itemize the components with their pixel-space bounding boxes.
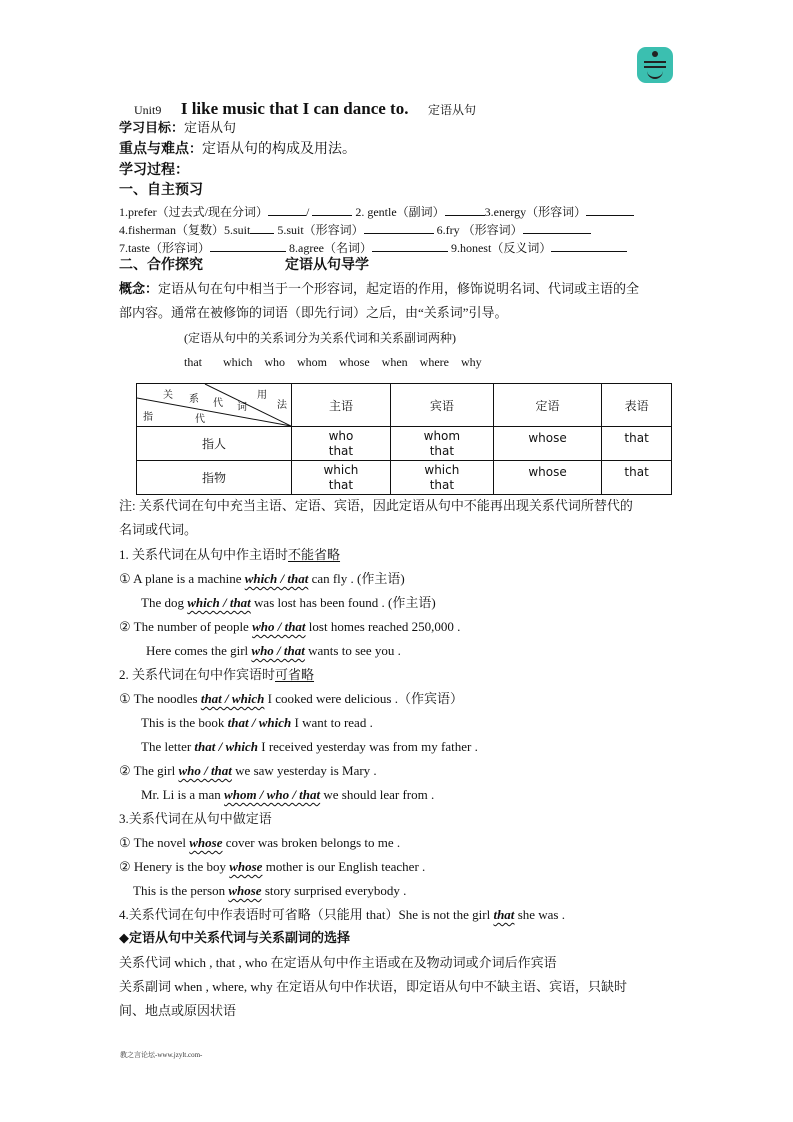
vocab-line-1: 1.prefer（过去式/现在分词） / 2. gentle（副词） 3.energy（形容词） <box>119 203 634 219</box>
page-title: Unit9 I like music that I can dance to. 定语从句 <box>134 99 476 118</box>
cell-subject-person: who that <box>292 427 391 461</box>
cell-subject-thing: which that <box>292 461 391 495</box>
point-1: 1. 关系代词在从句中作主语时不能省略 <box>119 547 341 562</box>
vocab-line-2: 4.fisherman（复数）5.suit 5.suit（形容词） 6.fry （形容词） <box>119 221 591 237</box>
example: The letter that / which I received yesterday was from my father . <box>141 739 478 754</box>
header-subject: 主语 <box>292 384 391 427</box>
relword-list <box>184 355 482 369</box>
relword-note: (定语从句中的关系词分为关系代词和关系副词两种) <box>184 331 456 345</box>
section-heading-2: 二、合作探究 定语从句导学 <box>119 257 369 273</box>
choice-line-2: 关系副词 when , where, why 在定语从句中作状语，即定语从句中不缺主语、宾语，只缺时 <box>119 979 628 994</box>
header-object: 宾语 <box>390 384 493 427</box>
relword: why <box>461 355 482 369</box>
relword: who <box>264 355 285 369</box>
relword: where <box>419 355 449 369</box>
concept-line-2: 部内容。通常在被修饰的词语（即先行词）之后，由“关系词”引导。 <box>119 305 508 320</box>
concept-line-1: 概念：定语从句在句中相当于一个形容词，起定语的作用，修饰说明名词、代词或主语的全 <box>119 281 640 297</box>
relword: whom <box>297 355 327 369</box>
choice-line-3: 间、地点或原因状语 <box>119 1003 237 1018</box>
example: ① A plane is a machine which / that can fly . (作主语) <box>119 571 405 586</box>
example: ① The noodles that / which I cooked were delicious .（作宾语） <box>119 691 463 706</box>
relword: that <box>184 355 202 369</box>
table-diagonal-header: 关 系 代 词 用 法 指 代 <box>137 384 292 427</box>
key-points: 重点与难点：定语从句的构成及用法。 <box>119 141 357 157</box>
vocab-line-3: 7.taste（形容词） 8.agree（名词） 9.honest（反义词） <box>119 239 627 255</box>
relword: when <box>381 355 408 369</box>
header-predicative: 表语 <box>602 384 672 427</box>
example: ② The number of people who / that lost homes reached 250,000 . <box>119 619 461 634</box>
relative-pronoun-table <box>136 383 672 495</box>
note-line-2: 名词或代词。 <box>119 522 198 537</box>
header-attributive: 定语 <box>493 384 601 427</box>
cell-pred-thing: that <box>602 461 672 495</box>
relword: which <box>223 355 253 369</box>
cell-object-person: whom that <box>390 427 493 461</box>
learning-goals: 学习目标：定语从句 <box>119 120 237 136</box>
section-heading-1: 一、自主预习 <box>119 182 203 198</box>
process-heading: 学习过程： <box>119 162 189 178</box>
example: This is the person whose story surprised everybody . <box>133 883 407 898</box>
example: ② The girl who / that we saw yesterday is Mary . <box>119 763 377 778</box>
choice-heading: ◆定语从句中关系代词与关系副词的选择 <box>119 931 350 946</box>
row-label-person: 指人 <box>137 427 292 461</box>
cell-object-thing: which that <box>390 461 493 495</box>
relword: whose <box>339 355 370 369</box>
example: Here comes the girl who / that wants to see you . <box>146 643 401 658</box>
logo-icon <box>637 47 673 83</box>
cell-attr-thing: whose <box>493 461 601 495</box>
cell-pred-person: that <box>602 427 672 461</box>
example: ② Henery is the boy whose mother is our English teacher . <box>119 859 426 874</box>
example: ① The novel whose cover was broken belongs to me . <box>119 835 401 850</box>
example: This is the book that / which I want to read . <box>141 715 373 730</box>
point-2: 2. 关系代词在句中作宾语时可省略 <box>119 667 315 682</box>
point-3: 3.关系代词在从句中做定语 <box>119 811 272 826</box>
footer-watermark: 教之言论坛-www.jzylt.com- <box>120 1051 203 1059</box>
cell-attr-person: whose <box>493 427 601 461</box>
choice-line-1: 关系代词 which , that , who 在定语从句中作主语或在及物动词或介词后作宾语 <box>119 955 557 970</box>
note-line-1: 注: 关系代词在句中充当主语、定语、宾语，因此定语从句中不能再出现关系代词所替代的 <box>119 498 633 513</box>
point-4: 4.关系代词在句中作表语时可省略（只能用 that）She is not the girl that she was . <box>119 907 565 922</box>
example: Mr. Li is a man whom / who / that we should lear from . <box>141 787 435 802</box>
example: The dog which / that was lost has been found . (作主语) <box>141 595 436 610</box>
row-label-thing: 指物 <box>137 461 292 495</box>
